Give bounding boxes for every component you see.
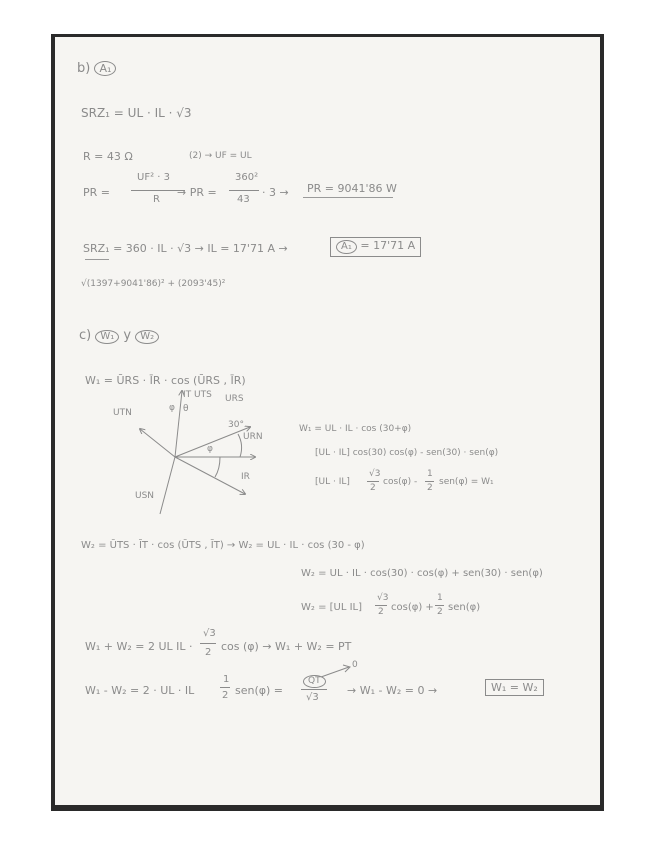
w1-step-1: W₁ = UL · IL · cos (30+φ) xyxy=(299,424,412,434)
pr-times: · 3 → xyxy=(262,186,289,199)
vector-ir xyxy=(175,457,245,494)
eq-resistance: R = 43 Ω xyxy=(83,150,133,163)
diff-a: W₁ - W₂ = 2 · UL · IL xyxy=(85,684,195,697)
vector-usn xyxy=(160,457,175,514)
w2-step-2-a: W₂ = [UL IL] xyxy=(301,602,363,613)
eq-apparent-power: SRZ₁ = UL · IL · √3 xyxy=(81,106,192,120)
section-c-label xyxy=(79,329,159,344)
label-urs: URS xyxy=(225,394,244,404)
pr-numerator-2: 360² xyxy=(235,172,259,183)
w1-step-3-c: 2 xyxy=(370,483,376,493)
w1-frac-bar-1 xyxy=(367,481,379,482)
label-text: c) xyxy=(79,328,92,343)
label-text: b) xyxy=(77,61,91,76)
a1-result-value: = 17'71 A xyxy=(360,239,416,252)
circled-w2: W₂ xyxy=(135,330,159,344)
label-30deg: 30° xyxy=(228,420,244,430)
label-utn: UTN xyxy=(113,408,132,418)
w2-step-2-e: 1 xyxy=(437,593,443,603)
label-phi: φ xyxy=(207,444,213,454)
circled-w1: W₁ xyxy=(95,330,119,344)
w2-frac-bar-2 xyxy=(435,605,444,606)
w2-step-2-f: 2 xyxy=(437,607,443,617)
w1-step-3-g: sen(φ) = W₁ xyxy=(439,477,494,487)
note-uf-ul: (2) → UF = UL xyxy=(189,151,252,161)
pr-fraction-bar-2 xyxy=(229,190,259,191)
and-text: y xyxy=(123,328,132,343)
w2-step-1: W₂ = UL · IL · cos(30) · cos(φ) + sen(30) · sen(φ) xyxy=(301,568,543,579)
label-usn: USN xyxy=(135,491,155,501)
circled-a1: A₁ xyxy=(94,61,116,76)
label-it-uts: IT UTS xyxy=(183,390,212,400)
w1-definition: W₁ = ŪRS · ĪR · cos (ŪRS , ĪR) xyxy=(85,374,246,387)
eq-current: SRZ₁ = 360 · IL · √3 → IL = 17'71 A → xyxy=(83,242,288,255)
sum-frac-bar xyxy=(200,643,216,644)
w1-step-3-b: √3 xyxy=(369,469,381,479)
pr-underline xyxy=(303,197,393,198)
w1-step-3-a: [UL · IL] xyxy=(315,477,350,487)
pr-arrow: → PR = xyxy=(177,186,217,199)
label-phi-2: φ xyxy=(169,403,175,413)
circled-qt: QT xyxy=(303,675,326,688)
arc-phi xyxy=(215,457,220,477)
w2-step-2-g: sen(φ) xyxy=(448,602,481,613)
sum-a: W₁ + W₂ = 2 UL IL · xyxy=(85,640,193,653)
diff-b: 1 xyxy=(223,674,230,685)
w2-definition: W₂ = ŪTS · ĪT · cos (ŪTS , ĪT) → W₂ = UL · IL · cos (30 - φ) xyxy=(81,540,365,551)
a1-result-box xyxy=(330,237,421,257)
pr-denominator: R xyxy=(153,194,160,205)
w1-step-3-e: 1 xyxy=(427,469,433,479)
section-b-label xyxy=(77,61,116,76)
w2-frac-bar-1 xyxy=(375,605,387,606)
circled-a1-result: A₁ xyxy=(336,240,357,254)
sum-d: cos (φ) → W₁ + W₂ = PT xyxy=(221,640,352,653)
diff-zero: 0 xyxy=(352,660,358,670)
pr-result: PR = 9041'86 W xyxy=(307,182,397,195)
sum-b: √3 xyxy=(203,628,216,639)
s-underline xyxy=(85,259,109,260)
pr-left: PR = xyxy=(83,186,110,199)
diff-frac-bar-2 xyxy=(301,689,327,690)
w2-step-2-b: √3 xyxy=(377,593,389,603)
diff-d: sen(φ) = xyxy=(235,684,284,697)
diff-frac-bar xyxy=(220,687,230,688)
arrow-to-zero xyxy=(319,661,359,681)
w1-step-2: [UL · IL] cos(30) cos(φ) - sen(30) · sen(φ) xyxy=(315,448,499,458)
arc-30 xyxy=(238,434,242,457)
diff-result-box: W₁ = W₂ xyxy=(485,679,544,696)
vector-it xyxy=(175,391,182,457)
sqrt-expression: √(1397+9041'86)² + (2093'45)² xyxy=(81,279,226,289)
label-ir: IR xyxy=(241,472,250,482)
w1-step-3-f: 2 xyxy=(427,483,433,493)
w2-step-2-c: 2 xyxy=(378,607,384,617)
diff-e: → W₁ - W₂ = 0 → xyxy=(347,684,438,697)
sum-c: 2 xyxy=(205,647,212,658)
label-theta: θ xyxy=(183,404,189,414)
label-urn: URN xyxy=(243,432,263,442)
w1-frac-bar-2 xyxy=(425,481,434,482)
diff-c: 2 xyxy=(222,690,229,701)
w1-step-3-d: cos(φ) - xyxy=(383,477,418,487)
w2-step-2-d: cos(φ) + xyxy=(391,602,434,613)
vector-utn xyxy=(140,429,175,457)
diff-sqrt3: √3 xyxy=(306,692,319,703)
scanned-page xyxy=(55,37,600,805)
pr-denominator-2: 43 xyxy=(237,194,250,205)
pr-numerator: UF² · 3 xyxy=(137,172,170,183)
